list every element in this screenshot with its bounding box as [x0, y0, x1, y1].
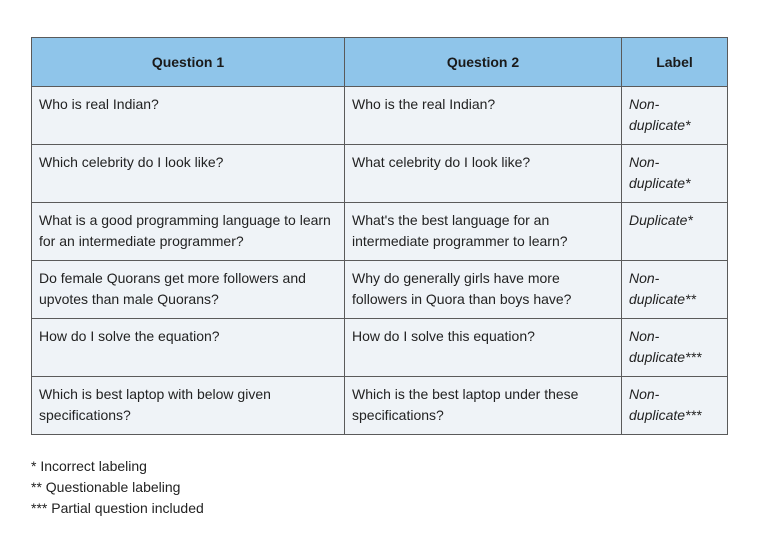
footnote: * Incorrect labeling [31, 458, 147, 474]
header-row [32, 38, 728, 87]
label-line: Non- [629, 96, 660, 112]
question-1-cell: Do female Quorans get more followers and upvotes than male Quorans? [32, 261, 345, 319]
header-question-1: Question 1 [32, 38, 345, 87]
table-row [32, 261, 728, 319]
header-question-2: Question 2 [345, 38, 622, 87]
question-1-cell: Which is best laptop with below given specifications? [32, 377, 345, 435]
question-1-cell: Who is real Indian? [32, 87, 345, 145]
label-line: duplicate*** [629, 407, 702, 423]
table-row [32, 145, 728, 203]
table-row [32, 87, 728, 145]
header-label: Label [622, 38, 728, 87]
label-cell [622, 319, 728, 377]
label-line: Non- [629, 328, 660, 344]
label-cell [622, 145, 728, 203]
label-cell [622, 203, 728, 261]
footnotes [31, 456, 204, 519]
label-line: duplicate** [629, 291, 696, 307]
question-2-cell: Why do generally girls have more followers in Quora than boys have? [345, 261, 622, 319]
label-line: Duplicate* [629, 212, 693, 228]
question-2-cell: Which is the best laptop under these specifications? [345, 377, 622, 435]
question-2-cell: What's the best language for an intermediate programmer to learn? [345, 203, 622, 261]
label-cell [622, 261, 728, 319]
label-line: duplicate* [629, 117, 691, 133]
label-line: duplicate*** [629, 349, 702, 365]
question-1-cell: What is a good programming language to learn for an intermediate programmer? [32, 203, 345, 261]
question-2-cell: Who is the real Indian? [345, 87, 622, 145]
label-line: Non- [629, 154, 660, 170]
label-line: Non- [629, 386, 660, 402]
label-line: duplicate* [629, 175, 691, 191]
question-1-cell: Which celebrity do I look like? [32, 145, 345, 203]
footnote: ** Questionable labeling [31, 479, 181, 495]
question-2-cell: What celebrity do I look like? [345, 145, 622, 203]
footnote: *** Partial question included [31, 500, 204, 516]
question-1-cell: How do I solve the equation? [32, 319, 345, 377]
question-2-cell: How do I solve this equation? [345, 319, 622, 377]
label-cell [622, 377, 728, 435]
table-row [32, 203, 728, 261]
duplicate-questions-table [31, 37, 728, 435]
label-line: Non- [629, 270, 660, 286]
label-cell [622, 87, 728, 145]
table-row [32, 377, 728, 435]
table-row [32, 319, 728, 377]
